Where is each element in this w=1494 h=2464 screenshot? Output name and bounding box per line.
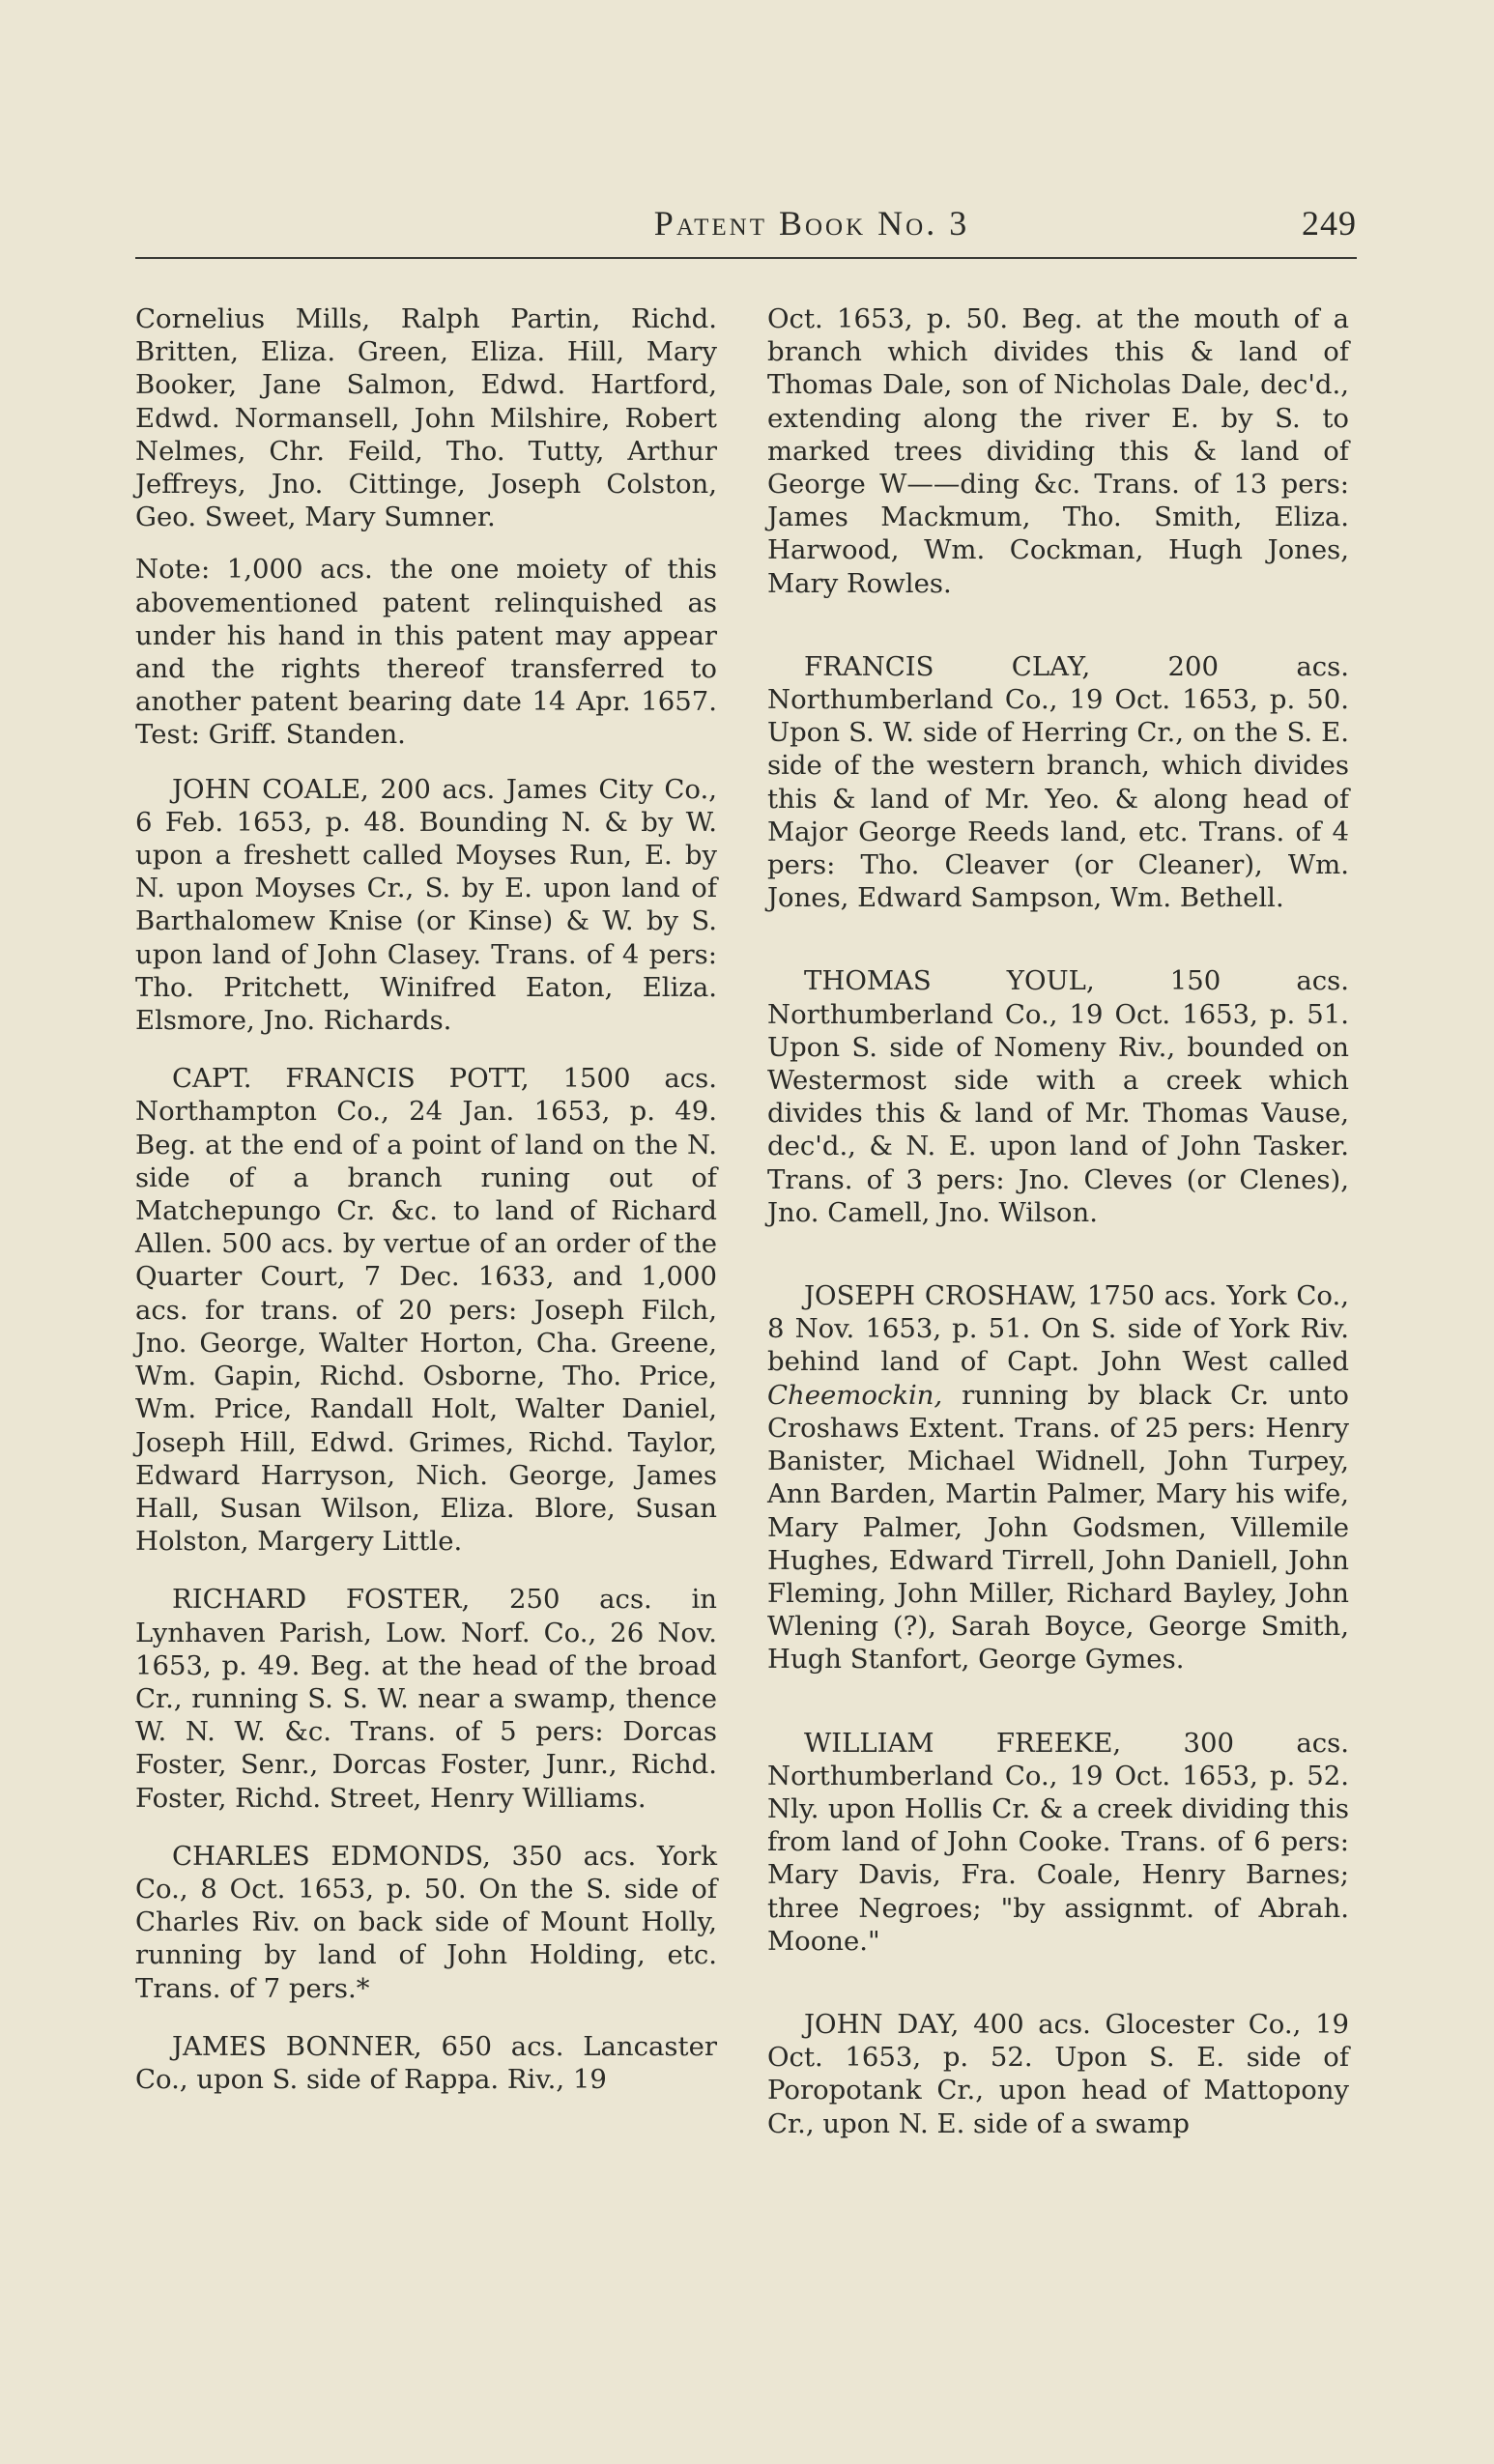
entry-text: Cornelius Mills, Ralph Partin, Richd. Britten, Eliza. Green, Eliza. Hill, Mary Booker, Jane Salmon, Edwd. Hartford, Edwd. Normansell, John Milshire, Robert Nelmes, Chr. Feild, Tho. Tutty, Arthur Jeffreys, Jno. Cittinge, Joseph Colston, Geo. Sweet, Mary Sumner. [135,303,717,533]
page-header [135,203,1357,261]
patent-entry-john-coale [135,773,717,1038]
place-name-italic: Cheemockin, [767,1379,943,1411]
patent-entry-francis-pott [135,1062,717,1558]
page-number: 249 [1302,204,1357,243]
patentee-name: THOMAS YOUL, [804,965,1095,997]
patentee-name: WILLIAM FREEKE, [804,1727,1122,1759]
entry-text: 200 acs. James City Co., 6 Feb. 1653, p. 48. Bounding N. & by W. upon a freshett called Moyses Run, E. by N. upon Moyses Cr., S. by E. upon land of Barthalomew Knise (or Kinse) & W. by S. upon land of John Clasey. Trans. of 4 pers: Tho. Pritchett, Winifred Eaton, Eliza. Elsmore, Jno. Richards. [135,773,717,1037]
patentee-name: JOSEPH CROSHAW, [804,1280,1077,1312]
patentee-name: FRANCIS CLAY, [804,650,1091,682]
entry-text: Oct. 1653, p. 50. Beg. at the mouth of a branch which divides this & land of Thomas Dale, son of Nicholas Dale, dec'd., extending along the river E. by S. to marked trees dividing this & land of George W——ding &c. Trans. of 13 pers: James Mackmum, Tho. Smith, Eliza. Harwood, Wm. Cockman, Hugh Jones, Mary Rowles. [767,303,1349,599]
entry-text: 1500 acs. Northampton Co., 24 Jan. 1653, p. 49. Beg. at the end of a point of land on the N. side of a branch runing out of Matchepungo Cr. &c. to land of Richard Allen. 500 acs. by vertue of an order of the Quarter Court, 7 Dec. 1633, and 1,000 acs. for trans. of 20 pers: Joseph Filch, Jno. George, Walter Horton, Cha. Greene, Wm. Gapin, Richd. Osborne, Tho. Price, Wm. Price, Randall Holt, Walter Daniel, Joseph Hill, Edwd. Grimes, Richd. Taylor, Edward Harryson, Nich. George, James Hall, Susan Wilson, Eliza. Blore, Susan Holston, Margery Little. [135,1063,718,1558]
entry-text: 1750 acs. York Co., 8 Nov. 1653, p. 51. On S. side of York Riv. behind land of Capt. John West called [767,1280,1349,1378]
entry-text: 250 acs. in Lynhaven Parish, Low. Norf. Co., 26 Nov. 1653, p. 49. Beg. at the head of the broad Cr., running S. S. W. near a swamp, thence W. N. W. &c. Trans. of 5 pers: Dorcas Foster, Senr., Dorcas Foster, Junr., Richd. Foster, Richd. Street, Henry Williams. [135,1584,718,1814]
entry-note [135,553,717,751]
entry-continuation [767,302,1349,600]
entry-text: 300 acs. Northumberland Co., 19 Oct. 1653, p. 52. Nly. upon Hollis Cr. & a creek dividing this from land of John Cooke. Trans. of 6 pers: Mary Davis, Fra. Coale, Henry Barnes; three Negroes; "by assignmt. of Abrah. Moone." [767,1727,1349,1957]
entry-text: 400 acs. Glocester Co., 19 Oct. 1653, p. 52. Upon S. E. side of Poropotank Cr., upon head of Mattopony Cr., upon N. E. side of a swamp [767,2008,1349,2139]
patentee-name: JAMES BONNER, [172,2030,422,2062]
entry-text: 650 acs. Lancaster Co., upon S. side of Rappa. Riv., 19 [135,2030,717,2095]
entry-text: Note: 1,000 acs. the one moiety of this abovementioned patent relinquished as under his hand in this patent may appear and the rights thereof transferred to another patent bearing date 14 Apr. 1657. Test: Griff. Standen. [135,554,717,751]
right-column [767,302,1349,2165]
patentee-name: RICHARD FOSTER, [172,1584,471,1616]
entry-text: 150 acs. Northumberland Co., 19 Oct. 1653, p. 51. Upon S. side of Nomeny Riv., bounded on Westermost side with a creek which divides this & land of Mr. Thomas Vause, dec'd., & N. E. upon land of John Tasker. Trans. of 3 pers: Jno. Cleves (or Clenes), Jno. Camell, Jno. Wilson. [767,965,1349,1228]
patentee-name: JOHN DAY, [804,2008,960,2040]
entry-text: 350 acs. York Co., 8 Oct. 1653, p. 50. On the S. side of Charles Riv. on back side of Mount Holly, running by land of John Holding, etc. Trans. of 7 pers.* [135,1840,717,2004]
patentee-name: JOHN COALE, [172,773,369,805]
patent-entry-francis-clay [767,650,1349,915]
patent-entry-joseph-croshaw [767,1279,1349,1676]
patentee-name: CHARLES EDMONDS, [172,1840,491,1872]
entry-continuation [135,302,717,533]
patent-entry-william-freeke [767,1727,1349,1958]
entry-text: 200 acs. Northumberland Co., 19 Oct. 1653, p. 50. Upon S. W. side of Herring Cr., on the S. E. side of the western branch, which divides this & land of Mr. Yeo. & along head of Major George Reeds land, etc. Trans. of 4 pers: Tho. Cleaver (or Cleaner), Wm. Jones, Edward Sampson, Wm. Bethell. [767,650,1349,914]
patent-entry-charles-edmonds [135,1840,717,2005]
left-column [135,302,717,2121]
patent-entry-richard-foster [135,1583,717,1814]
patent-entry-thomas-youl [767,964,1349,1229]
entry-text: running by black Cr. unto Croshaws Extent. Trans. of 25 pers: Henry Banister, Michael Widnell, John Turpey, Ann Barden, Martin Palmer, Mary his wife, Mary Palmer, John Godsmen, Villemile Hughes, Edward Tirrell, John Daniell, John Fleming, John Miller, Richard Bayley, John Wlening (?), Sarah Boyce, George Smith, Hugh Stanfort, George Gymes. [767,1379,1349,1676]
running-head: Patent Book No. 3 [653,204,970,243]
header-rule [135,257,1357,259]
patent-entry-james-bonner [135,2030,717,2096]
patent-entry-john-day [767,2008,1349,2140]
patentee-name: CAPT. FRANCIS POTT, [172,1063,530,1095]
